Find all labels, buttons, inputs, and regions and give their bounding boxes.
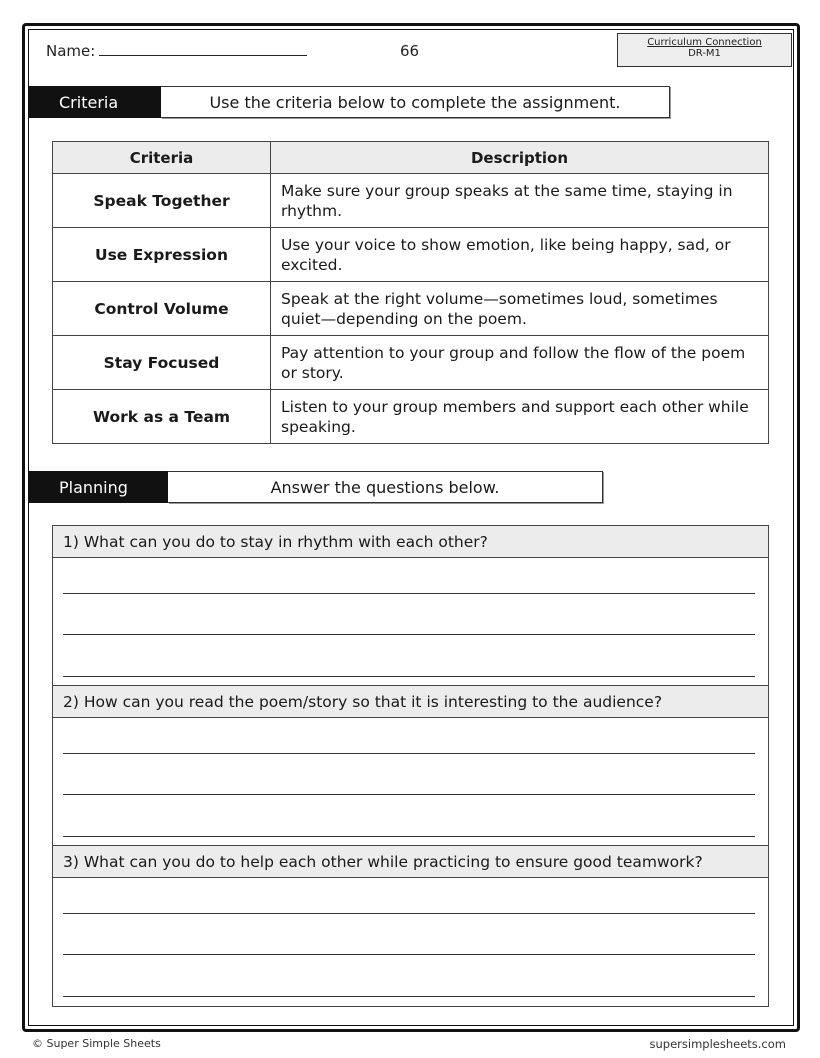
description-cell: Pay attention to your group and follow the flow of the poem or story. <box>271 336 769 390</box>
question-box-1 <box>52 525 769 687</box>
name-field[interactable] <box>46 42 307 60</box>
page-number: 66 <box>400 42 420 60</box>
curriculum-title: Curriculum Connection <box>647 37 762 48</box>
description-cell: Speak at the right volume—sometimes loud, sometimes quiet—depending on the poem. <box>271 282 769 336</box>
table-row <box>53 336 769 390</box>
answer-line[interactable] <box>63 593 755 594</box>
description-cell: Use your voice to show emotion, like being happy, sad, or excited. <box>271 228 769 282</box>
name-blank-line[interactable] <box>99 42 307 56</box>
table-row <box>53 228 769 282</box>
criteria-cell: Control Volume <box>53 282 271 336</box>
table-row <box>53 282 769 336</box>
footer-website[interactable]: supersimplesheets.com <box>649 1037 786 1051</box>
answer-line[interactable] <box>63 794 755 795</box>
question-1-text: 1) What can you do to stay in rhythm with each other? <box>53 526 768 558</box>
name-label: Name: <box>46 42 96 60</box>
answer-line[interactable] <box>63 954 755 955</box>
question-box-2 <box>52 685 769 847</box>
answer-line[interactable] <box>63 836 755 837</box>
planning-instruction: Answer the questions below. <box>168 471 603 503</box>
planning-section-bar <box>29 471 603 503</box>
answer-area-2[interactable] <box>53 718 768 846</box>
description-cell: Listen to your group members and support each other while speaking. <box>271 390 769 444</box>
table-header-description: Description <box>271 142 769 174</box>
curriculum-code: DR-M1 <box>688 48 721 59</box>
answer-line[interactable] <box>63 676 755 677</box>
table-row <box>53 174 769 228</box>
answer-line[interactable] <box>63 634 755 635</box>
planning-section-label: Planning <box>29 471 168 503</box>
table-header-row <box>53 142 769 174</box>
footer-copyright: © Super Simple Sheets <box>32 1037 161 1050</box>
question-2-text: 2) How can you read the poem/story so that it is interesting to the audience? <box>53 686 768 718</box>
criteria-instruction: Use the criteria below to complete the assignment. <box>161 86 670 118</box>
criteria-table <box>52 141 769 444</box>
criteria-cell: Speak Together <box>53 174 271 228</box>
criteria-section-label: Criteria <box>29 86 161 118</box>
criteria-cell: Work as a Team <box>53 390 271 444</box>
answer-line[interactable] <box>63 913 755 914</box>
answer-area-1[interactable] <box>53 558 768 686</box>
criteria-cell: Use Expression <box>53 228 271 282</box>
criteria-section-bar <box>29 86 670 118</box>
criteria-cell: Stay Focused <box>53 336 271 390</box>
answer-line[interactable] <box>63 753 755 754</box>
description-cell: Make sure your group speaks at the same time, staying in rhythm. <box>271 174 769 228</box>
answer-line[interactable] <box>63 996 755 997</box>
question-box-3 <box>52 845 769 1007</box>
answer-area-3[interactable] <box>53 878 768 1006</box>
question-3-text: 3) What can you do to help each other while practicing to ensure good teamwork? <box>53 846 768 878</box>
curriculum-connection-box <box>617 33 792 67</box>
table-header-criteria: Criteria <box>53 142 271 174</box>
table-row <box>53 390 769 444</box>
